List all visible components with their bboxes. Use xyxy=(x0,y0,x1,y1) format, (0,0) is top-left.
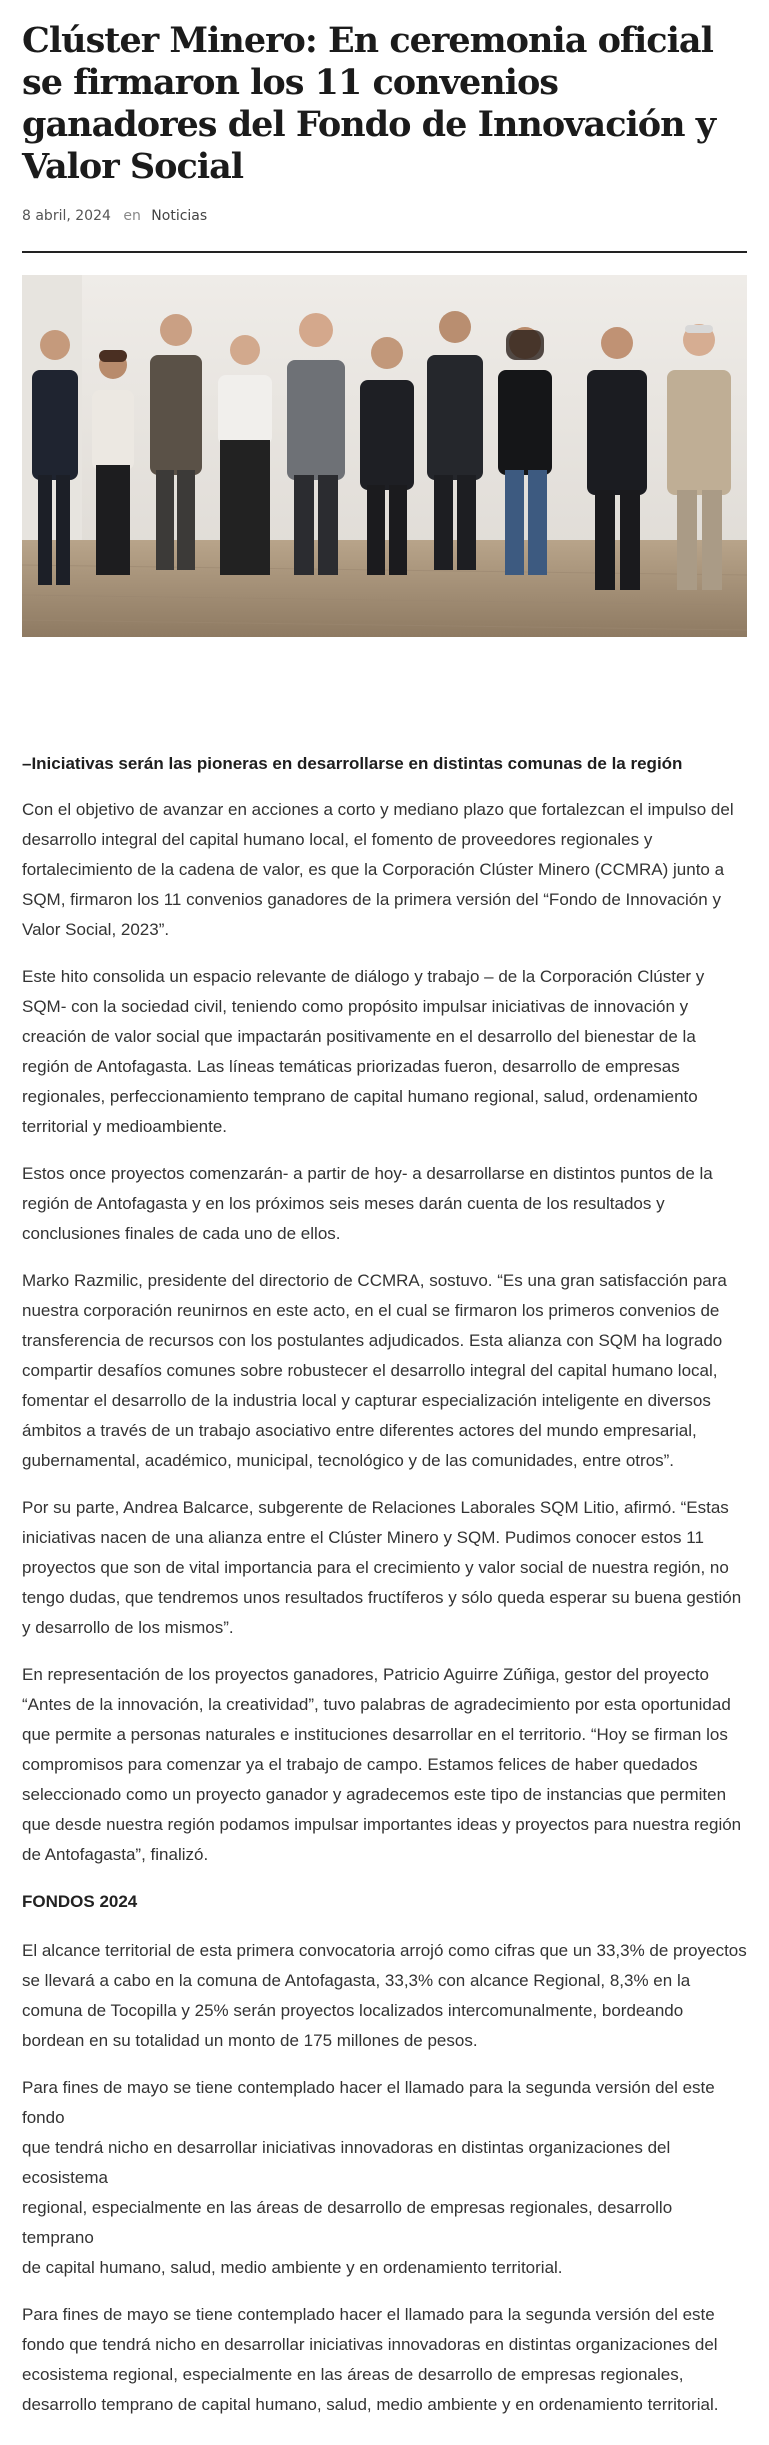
text-line: de capital humano, salud, medio ambiente y en ordenamiento territorial. xyxy=(22,2258,563,2277)
paragraph: Por su parte, Andrea Balcarce, subgerente de Relaciones Laborales SQM Litio, afirmó. “Estas iniciativas nacen de una alianza entre el Clúster Minero y SQM. Pudimos conocer estos 11 proyectos que son de vital importancia para el crecimiento y valor social de nuestra región, no tengo dudas, que tendremos unos resultados fructíferos y sólo queda esperar su buena gestión y desarrollo de los mismos”. xyxy=(22,1498,742,1637)
lead-paragraph: –Iniciativas serán las pioneras en desarrollarse en distintas comunas de la región xyxy=(22,754,683,773)
title-divider xyxy=(22,251,747,253)
section-heading: FONDOS 2024 xyxy=(22,1892,138,1911)
paragraph: Estos once proyectos comenzarán- a partir de hoy- a desarrollarse en distintos puntos de la región de Antofagasta y en los próximos seis meses darán cuenta de los resultados y conclusiones finales de cada uno de ellos. xyxy=(22,1164,713,1243)
content-gap xyxy=(22,637,747,749)
article-meta xyxy=(22,208,747,228)
paragraph: Con el objetivo de avanzar en acciones a corto y mediano plazo que fortalezcan el impulso del desarrollo integral del capital humano local, el fomento de proveedores regionales y fortalecimiento de la cadena de valor, es que la Corporación Clúster Minero (CCMRA) junto a SQM, firmaron los 11 convenios ganadores de la primera versión del “Fondo de Innovación y Valor Social, 2023”. xyxy=(22,800,734,939)
paragraph: En representación de los proyectos ganadores, Patricio Aguirre Zúñiga, gestor del proyecto “Antes de la innovación, la creatividad”, tuvo palabras de agradecimiento por esta oportunidad que permite a personas naturales e instituciones desarrollar en el territorio. “Hoy se firman los compromisos para comenzar ya el trabajo de campo. Estamos felices de haber quedados seleccionado como un proyecto ganador y agradecemos este tipo de instancias que permiten que desde nuestra región podamos impulsar importantes ideas y proyectos para nuestra región de Antofagasta”, finalizó. xyxy=(22,1665,742,1864)
category-link[interactable]: Noticias xyxy=(151,208,208,224)
text-line: Para fines de mayo se tiene contemplado hacer el llamado para la segunda versión del este fondo xyxy=(22,2078,715,2127)
text-line: regional, especialmente en las áreas de desarrollo de empresas regionales, desarrollo temprano xyxy=(22,2198,673,2247)
paragraph: El alcance territorial de esta primera convocatoria arrojó como cifras que un 33,3% de proyectos se llevará a cabo en la comuna de Antofagasta, 33,3% con alcance Regional, 8,3% en la comuna de Tocopilla y 25% serán proyectos localizados intercomunalmente, bordeando bordean en su totalidad un monto de 175 millones de pesos. xyxy=(22,1941,747,2050)
paragraph: Marko Razmilic, presidente del directorio de CCMRA, sostuvo. “Es una gran satisfacción para nuestra corporación reunirnos en este acto, en el cual se firmaron los primeros convenios de transferencia de recursos con los postulantes adjudicados. Esta alianza con SQM ha logrado compartir desafíos comunes sobre robustecer el desarrollo integral del capital humano local, fomentar el desarrollo de la industria local y capturar especialización inteligente en diversos ámbitos a través de un trabajo asociativo entre diferentes actores del mundo empresarial, gubernamental, académico, municipal, tecnológico y de las comunidades, entre otros”. xyxy=(22,1271,727,1470)
paragraph: Para fines de mayo se tiene contemplado hacer el llamado para la segunda versión del este fondo que tendrá nicho en desarrollar iniciativas innovadoras en distintas organizaciones del ecosistema regional, especialmente en las áreas de desarrollo de empresas regionales, desarrollo temprano de capital humano, salud, medio ambiente y en ordenamiento territorial. xyxy=(22,2305,719,2414)
text-line: que tendrá nicho en desarrollar iniciativas innovadoras en distintas organizaciones del ecosistema xyxy=(22,2138,671,2187)
article xyxy=(0,20,769,2420)
category-prefix: en xyxy=(123,208,141,224)
article-title: Clúster Minero: En ceremonia oficial se firmaron los 11 convenios ganadores del Fondo de Innovación y Valor Social xyxy=(22,20,716,187)
paragraph: Este hito consolida un espacio relevante de diálogo y trabajo – de la Corporación Clúster y SQM- con la sociedad civil, teniendo como propósito impulsar iniciativas de innovación y creación de valor social que impactarán positivamente en el desarrollo del bienestar de la región de Antofagasta. Las líneas temáticas priorizadas fueron, desarrollo de empresas regionales, perfeccionamiento temprano de capital humano regional, salud, ordenamiento territorial y medioambiente. xyxy=(22,967,705,1136)
article-photo xyxy=(22,275,747,637)
post-date: 8 abril, 2024 xyxy=(22,208,111,224)
paragraph-broken-lines xyxy=(22,2073,747,2283)
